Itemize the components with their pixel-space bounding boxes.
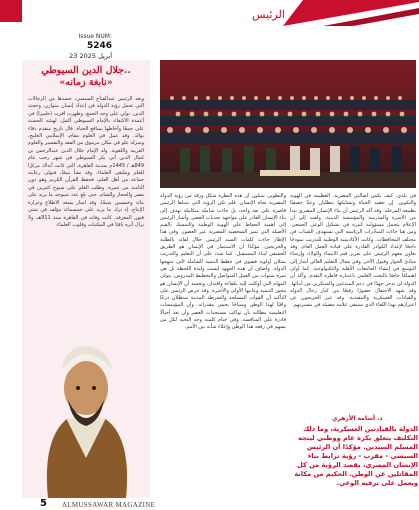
author-name: د. أسامة الأزهري [332,415,383,422]
magazine-name: ALMUSSAWAR MAGAZINE [62,501,156,509]
pull-quote: الدولة بالقيادتين العسكرية، وما ذلك التكليف يتعلق بكرة عام ووطني ليتجه المسلم السيدين. مؤكدًا أن الرئيس السيسي - مقرب - رؤية ترابط بناء الإنسان المصري، يقصد الرؤية من كل المقاتلين عن الوطن. الحكيم من مكانة ويعمل على ترفيه الوعي. [294,425,418,487]
article-column-left: والتطوير، سكون أن هذه النظرة شكل ورقة من رؤية الدولة المصرية تجاه الإنسان. فلم تكن الرؤية التي يتبناها الرئيس قاصرة على بعد واحد، بل جاءت شاملة متكاملة تهدف إلى بناء الإنسان القادر على مواجهة تحديات العصر. وأشار الرئيس إلى أهمية الحفاظ على الهوية الوطنية والتمسك بالقيم الأصيلة التي تميز الشخصية المصرية عبر العصور. وفي هذا الإطار جاءت كلمات السيد الرئيس خلال لقائه بالطلبة والخريجين، مؤكدًا أن الاستثمار في الإنسان هو الطريق الحقيقي لبناء المستقبل. كما شدد على أن التعليم والتدريب يمثلان أولوية قصوى في خطط التنمية الشاملة التي تنتهجها الدولة. وأضاف أن هذه الجهود ليست وليدة اللحظة بل هي ثمرة سنوات من العمل المتواصل والتخطيط المدروس. يتولى المهام التي أوكلت إليه بكفاءة واقتدار، وتجسد أن الإنسان هو محور التنمية وغايتها الأولى والأخيرة. وقد حرص الرئيس على التأكيد أن القوات المسلحة والشرطة المدنية ستظلان درعًا واقيًا لهذا الوطن وسياجًا يحمي مقدراته. وأن المؤسسات التعليمية مطالبة بأن تواكب مستجدات العصر وأن تعد أجيالًا قادرة على المنافسة. وفي ختام كلمته وجه التحية لكل من يسهم في رفعة هذا الوطن وإعلاء شأنه بين الأمم. [160,193,286,331]
issue-date: 23 أبريل 2025 [69,52,112,60]
sidebar-title [28,65,144,89]
article-column-right: في بلدي. كيف تكمن أصالتي المصرية. العظيمة في الهوية والتكوين. إن تعقيد الحياة وتشابكها يتطلبان وعيًا حقيقيًا بطبيعة المرحلة. وقد أكد الرئيس أن بناء الإنسان المصري يبدأ من الأسرة والمدرسة والمؤسسة الدينية. ولفت إلى أن الإعلام يتحمل مسؤولية كبيرة في تشكيل الوعي الجمعي. ومن هنا جاءت المبادرات الرئاسية التي تستهدف الشباب في مختلف المحافظات. وكانت الأكاديمية الوطنية للتدريب نموذجًا ناجحًا لإعداد الكوادر القادرة على قيادة العمل العام. وقد تعاون معهم الرئيس على تعزيز قيم الانتماء والولاء، وإرساء مبادئ الحوار وقبول الآخر. وفي مجال التعليم العالي أشار إلى التوسع في إنشاء الجامعات الأهلية والتكنولوجية. كما أولى اهتمامًا خاصًا بالبحث العلمي باعتباره قاطرة التقدم. وأكد أن الدولة لن تدخر جهدًا في دعم المبدعين والمبتكرين من أبنائها. وقد شهد الاحتفال حضورًا رفيعًا من كبار رجال الدولة والقيادات العسكرية والتنفيذية. وقد عبر الخريجون عن اعتزازهم بهذا اللقاء الذي سيبقى علامة مضيئة في مسيرتهم. [290,193,416,309]
issue-label: Issue NUM: [78,33,112,40]
issue-number: 5246 [86,41,112,51]
scholar-portrait [28,318,144,498]
sidebar-title-line1: جلال الدين السيوطي.. [41,65,131,76]
section-title: الرئيس [252,8,285,21]
header-decoration [283,0,419,26]
sidebar-title-line2: «نابغة زمانه» [59,77,113,88]
issue-info [60,23,112,60]
page-header [0,0,419,58]
ceremony-photo-image [160,60,416,188]
page-number: 5 [40,498,47,509]
magazine-logo-block [0,0,22,22]
ceremony-photo [160,60,416,188]
sidebar-body: وبعد الرئيس عبدالفتاح السيسي، حسدها من الرجالات التي تحمل رؤية الدولة في إعداد إنسان متوازن، وحجته الدين. تولي على وجه الجمع، وظهرت اقرت (جلبيرا) في أعمدة الاكتفاء، بالإمام السيوطي أكمل، لهيئته الحسنة على جمعًا وأحاطها بمنافع الحياة. قال تاريخ متقدم دقاء بوالد. وقد عمل في العلوم مقام، الإسلامي الخليج، ومنزلة علو في مكان مرموق من الفقه والتفسير والعلوم العربية واللغوية. ولد الإمام جلال الدين عبدالرحمن بن كمال الدين أبي بكر السيوطي في شهر رجب عام 849هـ / 1445م بمدينة القاهرة، التي كانت آنذاك مركزًا للعلم وملتقى العلماء. وقد نشأ يتيمًا، فتولى رعايته جماعة من أهل العلم، فحفظ القرآن الكريم وهو دون الثامنة من عمره. وطلب العلم على شيوخ كثيرين في مصر والحجاز والشام، حتى بلغ عدد شيوخه ما يزيد على مائة وخمسين شيخًا. وقد امتاز بسعة الاطلاع وغزارة الإنتاج، إذ ترك ما يزيد على خمسمائة مؤلف في شتى فنون المعرفة. كانت وفاته في القاهرة سنة 911هـ، ولا يزال أثره باقيًا في المكتبات وقلوب العلماء. [28,96,145,228]
